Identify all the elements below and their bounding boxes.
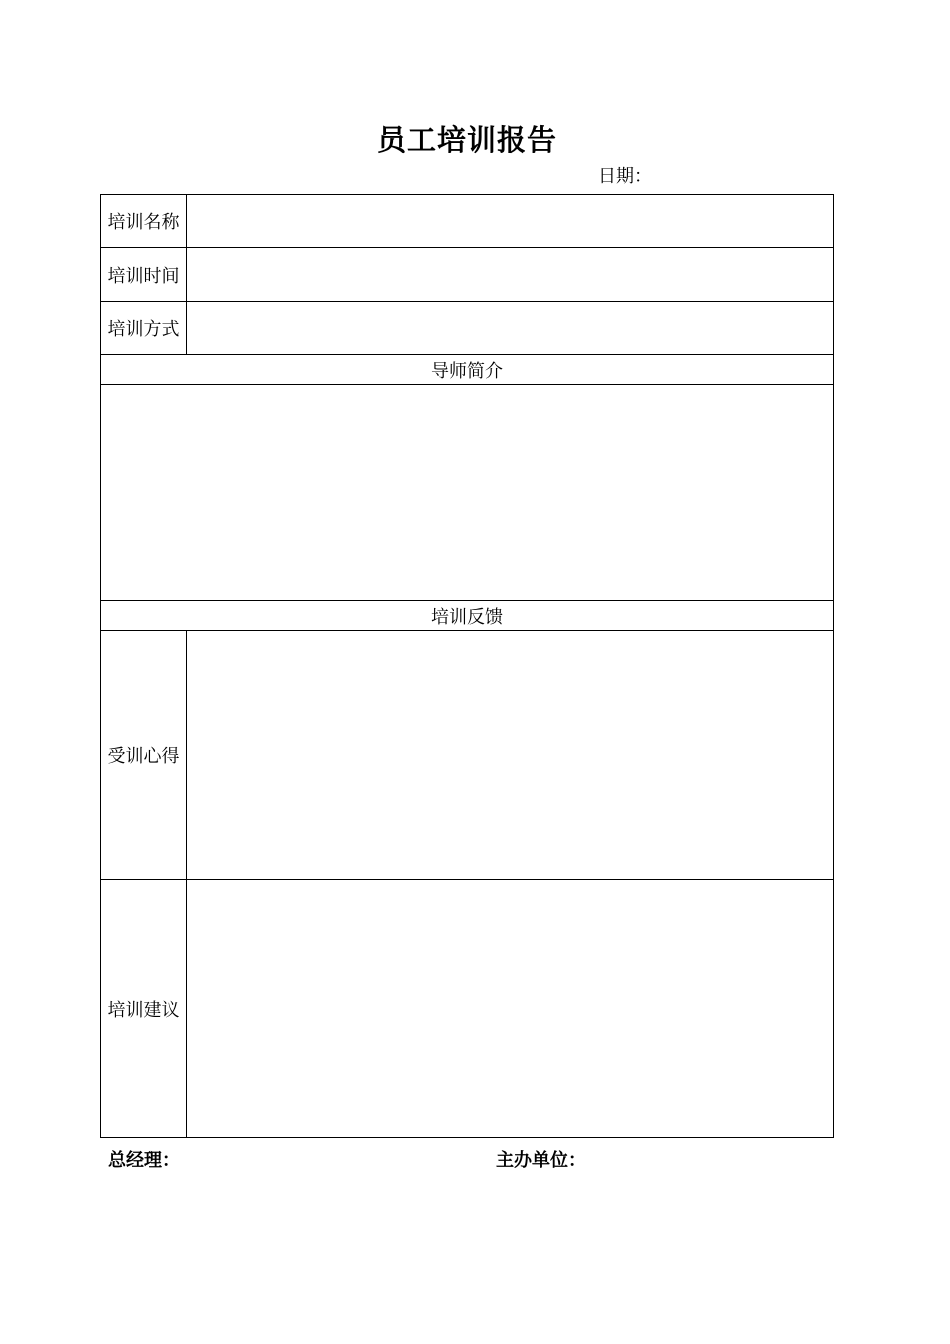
table-row: [101, 385, 834, 601]
table-row: [101, 302, 834, 355]
training-report-form: [100, 194, 834, 1138]
table-row: [101, 880, 834, 1138]
trainee-insights-field[interactable]: [187, 631, 834, 880]
instructor-intro-field[interactable]: [101, 385, 834, 601]
training-suggestions-label: 培训建议: [101, 880, 187, 1138]
table-row: [101, 631, 834, 880]
general-manager-label: 总经理：: [108, 1150, 180, 1171]
training-method-label: 培训方式: [101, 302, 187, 355]
table-row: [101, 355, 834, 385]
training-method-field[interactable]: [187, 302, 834, 355]
training-time-field[interactable]: [187, 248, 834, 302]
organizer-label: 主办单位：: [496, 1150, 586, 1171]
document-title: 员工培训报告: [376, 123, 557, 157]
table-row: [101, 601, 834, 631]
date-label: 日期：: [598, 166, 652, 187]
feedback-section-heading: 培训反馈: [101, 601, 834, 631]
training-suggestions-field[interactable]: [187, 880, 834, 1138]
training-name-label: 培训名称: [101, 195, 187, 248]
training-name-field[interactable]: [187, 195, 834, 248]
training-time-label: 培训时间: [101, 248, 187, 302]
table-row: [101, 195, 834, 248]
trainee-insights-label: 受训心得: [101, 631, 187, 880]
instructor-section-heading: 导师简介: [101, 355, 834, 385]
table-row: [101, 248, 834, 302]
